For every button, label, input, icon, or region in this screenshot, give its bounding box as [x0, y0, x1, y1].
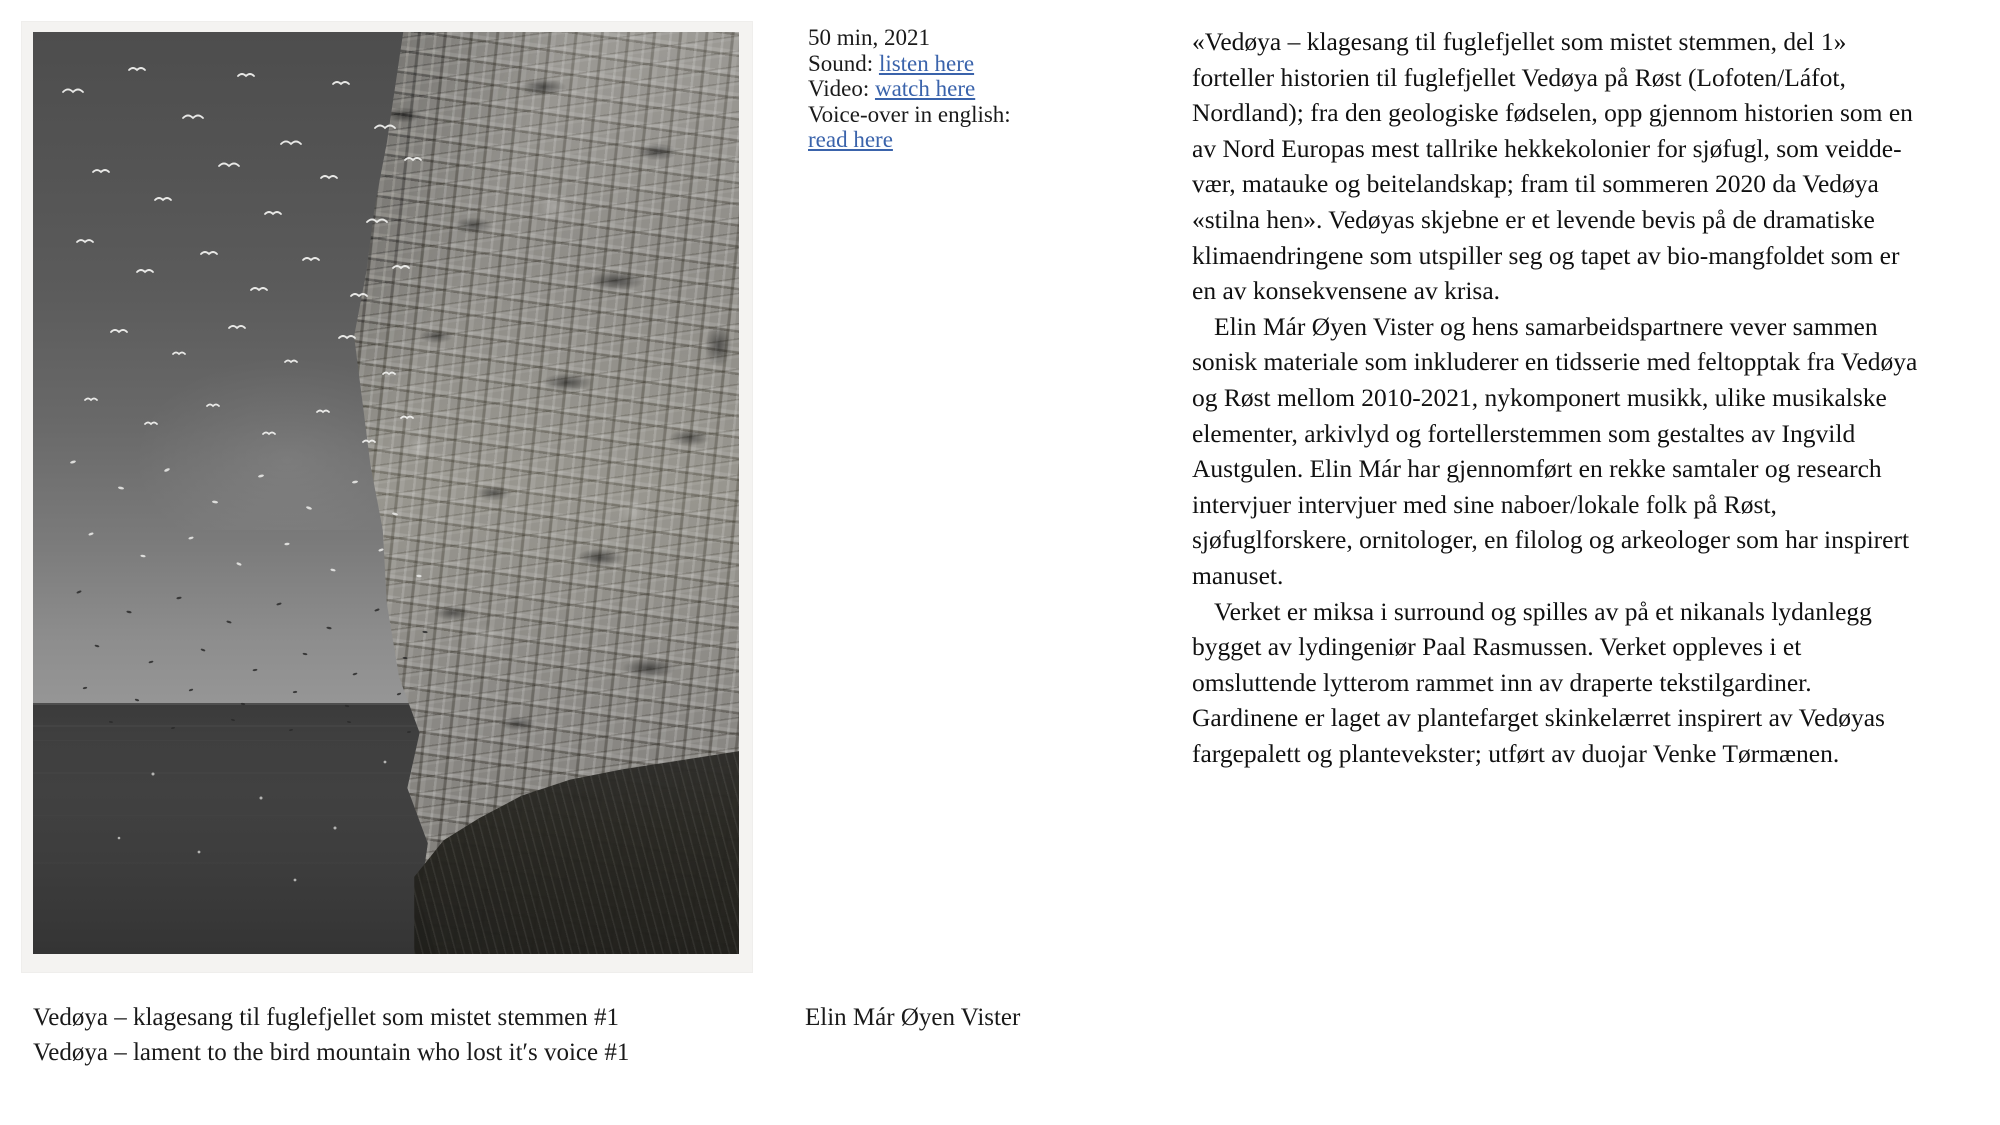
duration-year: 50 min, 2021 [808, 25, 931, 50]
watch-here-link[interactable]: watch here [874, 76, 976, 101]
voiceover-row [808, 127, 1108, 153]
artwork-metadata [808, 25, 1108, 153]
artist-credit [805, 1000, 1020, 1035]
artwork-caption [33, 1000, 629, 1070]
caption-norwegian: Vedøya – klagesang til fuglefjellet som mistet stemmen #1 [33, 1004, 619, 1031]
artwork-description [1192, 24, 1924, 771]
description-paragraph-2: Elin Már Øyen Vister og hens samarbeidspartnere vever sammen sonisk materiale som inkluderer en tidsserie med feltopptak fra Vedøya og Røst mellom 2010-2021, nykomponert musikk, ulike musikalske elementer, arkivlyd og fortellerstemmen som gestaltes av Ingvild Austgulen. Elin Már har gjennomført en rekke samtaler og research intervjuer intervjuer med sine naboer/lokale folk på Røst, sjøfuglforskere, ornitologer, en filolog og arkeologer som har inspirert manuset. [1192, 311, 1918, 590]
voiceover-label: Voice-over in english: [808, 101, 1011, 127]
artwork-photo [22, 22, 752, 972]
description-paragraph-1: «Vedøya – klagesang til fuglefjellet som mistet stemmen, del 1» forteller historien til fuglefjellet Vedøya på Røst (Lofoten/Láfot, Nordland); fra den geologiske fødselen, opp gjennom historien som en av Nord Europas mest tallrike hekkekolonier for sjøfugl, som veidde-vær, matauke og beitelandskap; fram til sommeren 2020 da Vedøya «stilna hen». Vedøyas skjebne er et levende bevis på de dramatiske klimaendringene som utspiller seg og tapet av bio-mangfoldet som er en av konsekvensene av krisa. [1192, 27, 1913, 306]
listen-here-link[interactable]: listen here [878, 50, 975, 76]
caption-english: Vedøya – lament to the bird mountain who lost it′s voice #1 [33, 1039, 630, 1066]
photo-image [33, 32, 739, 954]
sound-row [808, 51, 1108, 77]
sound-label: Sound: [808, 50, 874, 76]
read-here-link[interactable]: read here [808, 127, 893, 152]
artist-name: Elin Már Øyen Vister [805, 1004, 1021, 1031]
video-row [808, 76, 1108, 102]
video-label: Video: [808, 76, 870, 101]
description-paragraph-3: Verket er miksa i surround og spilles av på et nikanals lydanlegg bygget av lydingeniør Paal Rasmussen. Verket oppleves i et omsluttende lytterom rammet inn av draperte tekstilgardiner. Gardinene er laget av plantefarget skinkelærret inspirert av Vedøyas fargepalett og plantevekster; utført av duojar Venke Tørmænen. [1192, 596, 1885, 768]
